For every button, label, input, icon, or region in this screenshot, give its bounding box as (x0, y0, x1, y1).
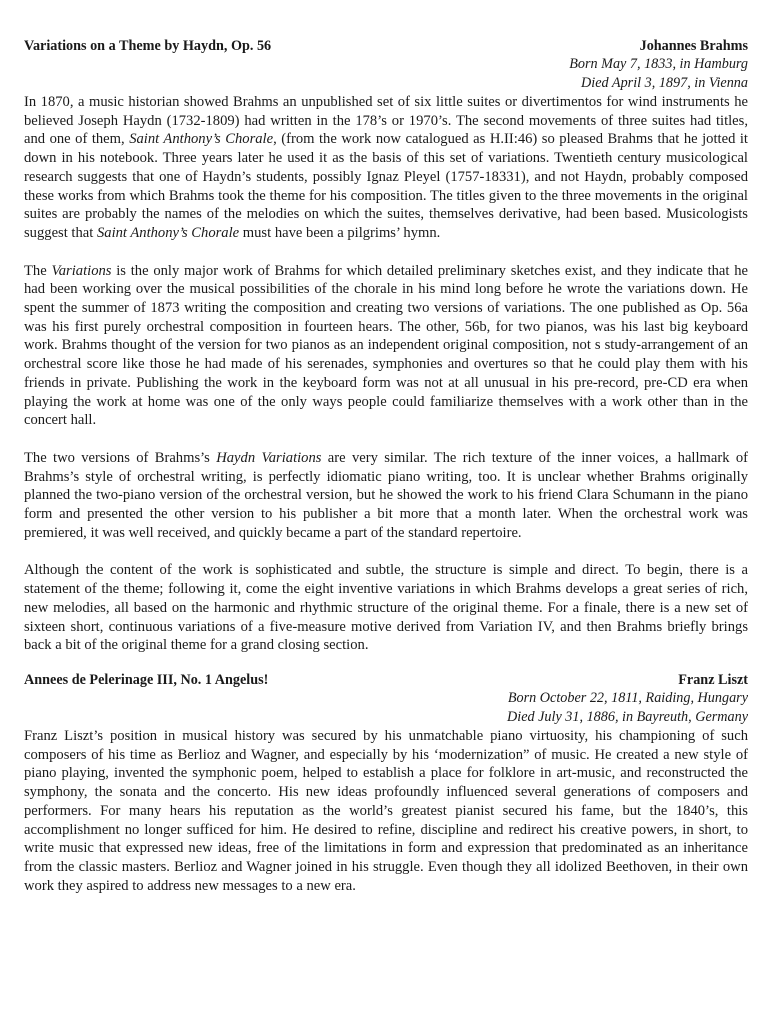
composer-born: Born October 22, 1811, Raiding, Hungary (507, 689, 748, 706)
piece-title: Annees de Pelerinage III, No. 1 Angelus! (24, 671, 269, 688)
piece-title: Variations on a Theme by Haydn, Op. 56 (24, 38, 272, 54)
paragraph: The two versions of Brahms’s Haydn Variations are very similar. The rich texture of the inner voices, a hallmark of Brahms’s style of orchestral writing, is perfectly idiomatic piano writing, too. It is unclear whether Brahms originally planned the two-piano version of the orchestral version, but he showed the work to his friend Clara Schumann in the piano form and presented the other version to his publisher a bit more that a month later. When the orchestral work was premiered, it was well received, and quickly became a part of the standard repertoire. (24, 449, 749, 541)
section-brahms-header (24, 38, 748, 93)
paragraph: In 1870, a music historian showed Brahms an unpublished set of six little suites or divertimentos for wind instruments he believed Joseph Haydn (1732-1809) had written in the 178’s or 1970’s. The second movements of three suites had titles, and one of them, Saint Anthony’s Chorale, (from the work now catalogued as H.II:46) so pleased Brahms that he jotted it down in his notebook. Three years later he used it as the basis of this set of variations. Twentieth century musicological research suggests that one of Haydn’s students, possibly Ignaz Pleyel (1757-18331), and not Haydn, probably composed these works from which Brahms took the theme for his composition. The titles given to the three movements in the original suites are probably the names of the melodies on which the suites, themselves derivative, had been based. Musicologists suggest that Saint Anthony’s Chorale must have been a pilgrims’ hymn. (24, 94, 748, 241)
composer-died: Died April 3, 1897, in Vienna (581, 75, 748, 91)
composer-born: Born May 7, 1833, in Hamburg (569, 56, 748, 72)
composer-name: Franz Liszt (678, 671, 748, 688)
composer-died: Died July 31, 1886, in Bayreuth, Germany (507, 708, 748, 725)
paragraph: The Variations is the only major work of Brahms for which detailed preliminary sketches exist, and they indicate that he had been working over the musical possibilities of the chorale in his mind long before he wrote the variations down. He spent the summer of 1873 writing the composition and creating two versions of variations. The one published as Op. 56a was his first purely orchestral composition in fourteen hears. The other, 56b, for two pianos, was his last big keyboard work. Brahms thought of the version for two pianos as an independent original composition, not s study-arrangement of an orchestral score like those he had made of his serenades, symphonies and overtures so that he could play them with his friends in private. Publishing the work in the keyboard form was not at all unusual in his pre-record, pre-CD era when playing the work at home was one of the only ways people could familiarize themselves with a work other than in the concert hall. (24, 262, 749, 429)
section-liszt-body (24, 727, 748, 895)
paragraph: Franz Liszt’s position in musical history was secured by his unmatchable piano virtuosity, his championing of such composers of his time as Berlioz and Wagner, and especially by his ‘modernization” of music. He created a new style of piano playing, invented the symphonic poem, helped to establish a place for folklore in art-music, and reconstructed the symphony, the sonata and the concerto. His new ideas profoundly influenced several generations of composers and performers. For many hears his reputation as the world’s greatest pianist secured his fame, but the 1840’s, this accomplishment no longer sufficed for him. He desired to refine, discipline and redirect his creative powers, in short, to write music that expressed new ideas, free of the limitations in form and expression that predominated as an inheritance from the classic masters. Berlioz and Wagner joined in his struggle. Even though they all idolized Beethoven, in their own work they aspired to address new messages to a new era. (24, 727, 748, 894)
section-brahms-body (24, 93, 748, 655)
paragraph: Although the content of the work is sophisticated and subtle, the structure is simple and direct. To begin, there is a statement of the theme; following it, come the eight inventive variations in which Brahms develops a great series of rich, new melodies, all based on the harmonic and rhythmic structure of the original theme. For a finale, there is a new set of sixteen short, continuous variations of a five-measure motive derived from Variation IV, and then Brahms briefly brings back a bit of the original theme for a grand closing section. (24, 562, 748, 654)
section-liszt-header (24, 672, 748, 727)
composer-name: Johannes Brahms (639, 38, 748, 54)
